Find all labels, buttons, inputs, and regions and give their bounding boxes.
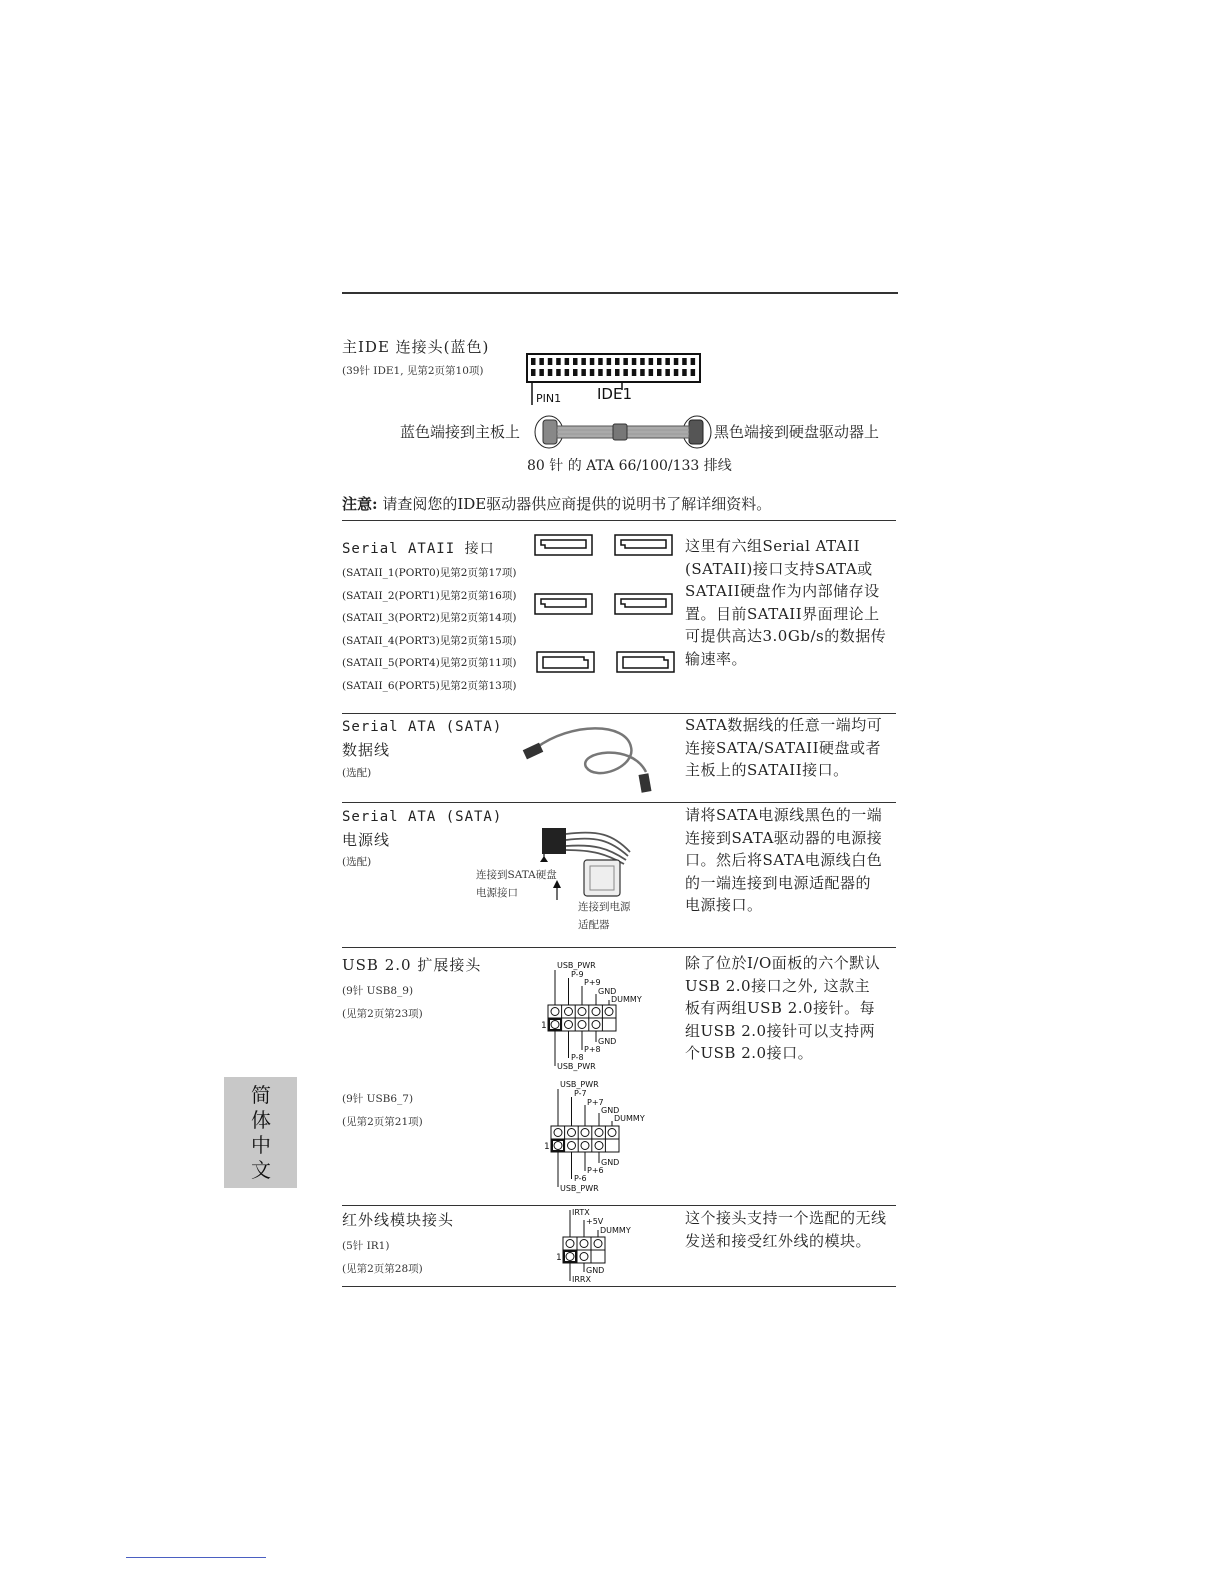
ide-pin — [615, 369, 620, 376]
notice-label: 注意: — [342, 495, 378, 513]
usb1-pin-label: P+9 — [584, 978, 601, 987]
side-tab-label: 简体中文 — [251, 1083, 271, 1182]
usb-header1-note — [342, 980, 423, 1025]
ide-pin — [691, 369, 696, 376]
label-sata-line1: 连接到SATA硬盘 — [476, 869, 557, 881]
ide-pin — [682, 369, 687, 376]
usb1-pin-label: USB_PWR — [557, 961, 596, 970]
sata-cable-description: SATA数据线的任意一端均可连接SATA/SATAII硬盘或者主板上的SATAII接口。 — [685, 716, 883, 779]
ir-pin-one: 1 — [556, 1253, 562, 1263]
ide-note: (39针 IDE1, 见第2页第10项) — [342, 365, 484, 377]
sata2-port-note: (SATAII_3(PORT2)见第2页第14项) — [342, 612, 517, 624]
sata-power-label-sata — [476, 866, 557, 902]
ir-pin-label: IRRX — [572, 1275, 591, 1284]
sata2-port-note: (SATAII_2(PORT1)见第2页第16项) — [342, 589, 517, 602]
ir-note-ref: (见第2页第28项) — [342, 1262, 423, 1275]
usb1-pin-label: P-9 — [571, 970, 584, 979]
ide-pin — [632, 369, 637, 376]
ide-pin — [565, 369, 570, 376]
usb2-pin-label: GND — [601, 1106, 620, 1115]
ir-note-pins: (5针 IR1) — [342, 1240, 390, 1252]
sata-cable-title — [342, 716, 502, 762]
usb1-pin-label: GND — [598, 987, 617, 996]
ide-cable-caption: 80 针 的 ATA 66/100/133 排线 — [527, 458, 732, 474]
usb-note-pins: (9针 USB6_7) — [342, 1093, 414, 1105]
sata-cable-title-line2: 数据线 — [342, 741, 391, 759]
ir-pin-label: +5V — [586, 1217, 604, 1226]
language-side-tab — [224, 1077, 297, 1188]
notice-text: 请查阅您的IDE驱动器供应商提供的说明书了解详细资料。 — [377, 495, 772, 513]
sata-power-title-line2: 电源线 — [342, 831, 391, 849]
ide-pin — [682, 358, 687, 365]
ide-pin — [674, 369, 679, 376]
sata-power-note: (选配) — [342, 856, 372, 868]
sata2-description: 这里有六组Serial ATAII (SATAII)接口支持SATA或SATAII硬盘作为内部储存设置。目前SATAII界面理论上可提供高达3.0Gb/s的数据传输速率。 — [685, 537, 887, 668]
usb1-pin-label: P+8 — [584, 1045, 601, 1054]
ide-pin — [581, 369, 586, 376]
ide-connector-diagram — [522, 350, 707, 408]
ide-pin — [657, 369, 662, 376]
usb1-pin-one: 1 — [541, 1021, 547, 1031]
footer-link-underline[interactable] — [126, 1557, 266, 1558]
usb1-pin-label: DUMMY — [611, 995, 642, 1004]
ide-pin — [691, 358, 696, 365]
ide-pin — [615, 358, 620, 365]
ide-pin — [539, 369, 544, 376]
ide-pin — [632, 358, 637, 365]
sata-cable-title-line1: Serial ATA (SATA) — [342, 719, 503, 735]
ide-pin — [548, 358, 553, 365]
usb1-pin-label: GND — [598, 1037, 617, 1046]
usb2-pin-label: GND — [601, 1158, 620, 1167]
sata2-port-note: (SATAII_6(PORT5)见第2页第13项) — [342, 679, 517, 692]
usb2-pin-one: 1 — [544, 1142, 550, 1152]
ide-pin — [581, 358, 586, 365]
section-rule-3 — [342, 802, 896, 803]
ide-blue-end-label: 蓝色端接到主板上 — [400, 423, 521, 441]
section-rule-6 — [342, 1286, 896, 1287]
ide-pin — [590, 369, 595, 376]
sata-power-title — [342, 806, 502, 852]
label-psu-line2: 适配器 — [578, 919, 610, 931]
sata2-title: Serial ATAII 接口 — [342, 541, 495, 557]
ide-pin — [649, 369, 654, 376]
ir-pin-label: IRTX — [572, 1208, 590, 1217]
header-rule — [342, 292, 898, 294]
ide-pin — [539, 358, 544, 365]
ir-note — [342, 1235, 423, 1280]
ide-pin — [607, 369, 612, 376]
ide-pin — [657, 358, 662, 365]
ide-pin — [531, 369, 536, 376]
ide-pin — [548, 369, 553, 376]
label-sata-line2: 电源接口 — [476, 887, 518, 899]
usb1-pin-label: USB_PWR — [557, 1062, 596, 1071]
sata2-port-list — [342, 562, 516, 697]
section-rule-4 — [342, 947, 896, 948]
sata2-ports-diagram — [532, 532, 677, 680]
ide-pin — [590, 358, 595, 365]
ide-pin — [556, 358, 561, 365]
ir-description: 这个接头支持一个选配的无线发送和接受红外线的模块。 — [685, 1209, 887, 1250]
label-psu-line1: 连接到电源 — [578, 901, 631, 913]
usb2-pin-label: P-7 — [574, 1089, 587, 1098]
ide-pin — [598, 358, 603, 365]
ide-pin — [623, 369, 628, 376]
usb2-pin-label: P-6 — [574, 1174, 587, 1183]
usb2-pin-label: P+7 — [587, 1098, 604, 1107]
usb-title: USB 2.0 扩展接头 — [342, 956, 482, 974]
sata2-port-note: (SATAII_5(PORT4)见第2页第11项) — [342, 657, 517, 669]
ir-title: 红外线模块接头 — [342, 1211, 455, 1229]
ir-pin-label: DUMMY — [600, 1226, 631, 1235]
usb2-pin-label: USB_PWR — [560, 1184, 599, 1193]
usb-note-ref: (见第2页第21项) — [342, 1115, 423, 1128]
usb2-pin-label: DUMMY — [614, 1114, 645, 1123]
section-rule-1 — [342, 520, 896, 521]
sata-data-cable-image — [516, 722, 666, 794]
usb-header2-note — [342, 1088, 423, 1133]
ide-pin — [665, 358, 670, 365]
ide-pin — [573, 358, 578, 365]
usb2-pin-label: P+6 — [587, 1166, 604, 1175]
ide-pin — [531, 358, 536, 365]
ide-black-end-label: 黑色端接到硬盘驱动器上 — [714, 423, 880, 441]
ir-pin-label: GND — [586, 1266, 605, 1275]
ide-connector-label: IDE1 — [597, 385, 632, 403]
ide-pin — [665, 369, 670, 376]
ide-title: 主IDE 连接头(蓝色) — [342, 338, 490, 356]
ide-pin — [623, 358, 628, 365]
usb-header1-diagram — [540, 958, 650, 1073]
usb-description: 除了位於I/O面板的六个默认USB 2.0接口之外, 这款主板有两组USB 2.0接针。每组USB 2.0接针可以支持两个USB 2.0接口。 — [685, 954, 881, 1062]
ide-pin — [607, 358, 612, 365]
ide-pin — [598, 369, 603, 376]
sata2-port-note: (SATAII_1(PORT0)见第2页第17项) — [342, 567, 517, 579]
ide-pin — [573, 369, 578, 376]
ir-header-diagram — [555, 1206, 640, 1284]
ide-pin — [565, 358, 570, 365]
usb1-pin-label: P-8 — [571, 1053, 584, 1062]
ide-pin — [640, 369, 645, 376]
ide-pin — [649, 358, 654, 365]
usb2-pin-label: USB_PWR — [560, 1080, 599, 1089]
ide-pin — [640, 358, 645, 365]
ide-ribbon-cable-image — [533, 414, 713, 450]
ide-pin — [674, 358, 679, 365]
sata-power-description: 请将SATA电源线黑色的一端连接到SATA驱动器的电源接口。然后将SATA电源线白色的一端连接到电源适配器的电源接口。 — [685, 806, 883, 914]
usb-header2-diagram — [543, 1077, 653, 1194]
usb-note-pins: (9针 USB8_9) — [342, 985, 414, 997]
ide-pin1-label: PIN1 — [536, 392, 562, 405]
ide-pin — [556, 369, 561, 376]
sata2-port-note: (SATAII_4(PORT3)见第2页第15项) — [342, 634, 517, 647]
sata-power-title-line1: Serial ATA (SATA) — [342, 809, 503, 825]
sata-cable-note: (选配) — [342, 767, 372, 779]
sata-power-label-psu — [578, 898, 631, 934]
usb-note-ref: (见第2页第23项) — [342, 1007, 423, 1020]
ide-notice — [342, 493, 771, 514]
